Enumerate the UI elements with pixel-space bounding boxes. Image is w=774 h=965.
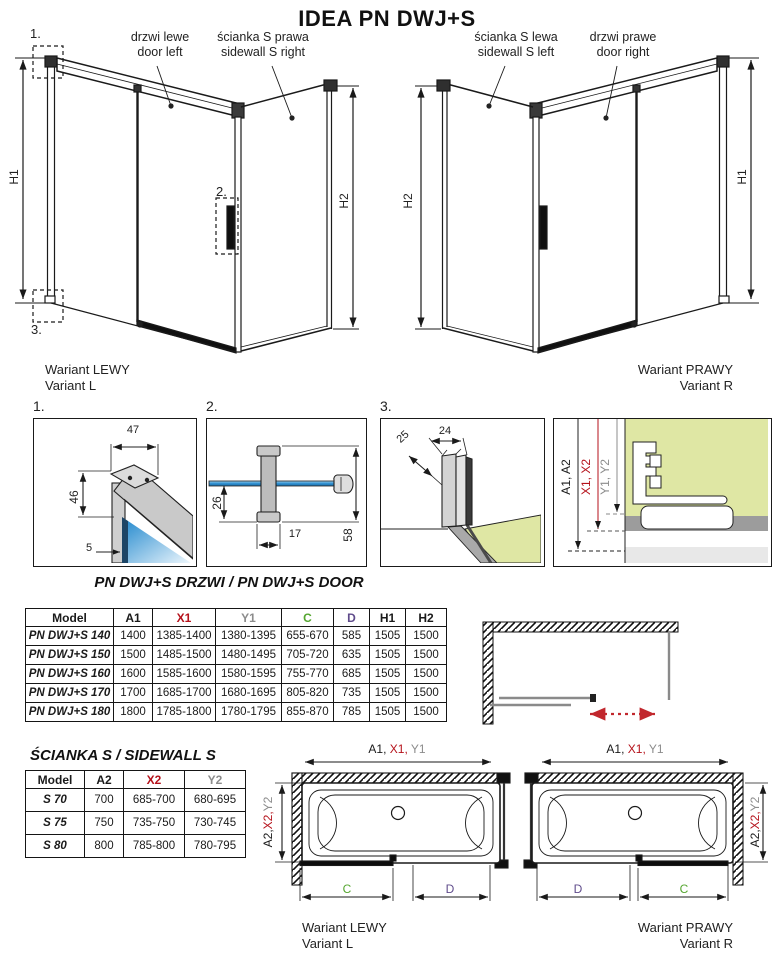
tub-right-side-dim: A2,X2,Y2 (748, 796, 762, 848)
detail1-dim-height: 46 (67, 490, 81, 504)
value-cell: 1505 (370, 684, 406, 703)
tub-right-drawing (512, 758, 774, 908)
detail1-dim-width: 47 (126, 424, 140, 436)
detail2-drawing (207, 419, 363, 563)
value-cell: 800 (85, 835, 124, 858)
value-cell: 1380-1395 (216, 627, 282, 646)
table-row (26, 627, 447, 646)
tub-right-top-dim: A1, X1, Y1 (606, 742, 664, 756)
column-header: H1 (370, 609, 406, 627)
value-cell: 1500 (406, 627, 447, 646)
column-header: A2 (85, 771, 124, 789)
value-cell: 680-695 (185, 789, 246, 812)
column-header: Model (26, 609, 114, 627)
marker-3: 3. (31, 322, 42, 337)
tub-left-dim-c: C (342, 882, 352, 896)
value-cell: 635 (334, 646, 370, 665)
detail1-dim-glass: 5 (85, 542, 93, 554)
detail1-label: 1. (33, 398, 45, 414)
value-cell: 1505 (370, 627, 406, 646)
dim-h1-left: H1 (7, 169, 21, 185)
value-cell: 1500 (406, 684, 447, 703)
marker-1: 1. (30, 26, 41, 41)
value-cell: 1700 (114, 684, 153, 703)
column-header: Y2 (185, 771, 246, 789)
callout-door-right: drzwi prawe door right (589, 30, 657, 59)
dim-h1-right: H1 (735, 169, 749, 185)
column-header: Y1 (216, 609, 282, 627)
sidewall-table-title: ŚCIANKA S / SIDEWALL S (30, 747, 216, 764)
value-cell: 585 (334, 627, 370, 646)
detail4-axis-y: Y1, Y2 (598, 459, 612, 495)
value-cell: 1580-1595 (216, 665, 282, 684)
column-header: A1 (114, 609, 153, 627)
value-cell: 1680-1695 (216, 684, 282, 703)
detail3-label: 3. (380, 398, 392, 414)
dim-h2-left: H2 (337, 193, 351, 209)
value-cell: 735-750 (124, 812, 185, 835)
topview-schematic (480, 615, 685, 727)
tub-left-side-dim: A2,X2,Y2 (261, 796, 275, 848)
model-cell: PN DWJ+S 140 (26, 627, 114, 646)
caption-variant-left: Wariant LEWY Variant L (45, 362, 130, 393)
value-cell: 1480-1495 (216, 646, 282, 665)
value-cell: 1500 (406, 665, 447, 684)
door-table-title: PN DWJ+S DRZWI / PN DWJ+S DOOR (94, 574, 364, 591)
model-cell: S 70 (26, 789, 85, 812)
tub-left-top-dim: A1, X1, Y1 (368, 742, 426, 756)
callout-sidewall-left: ścianka S lewa sidewall S left (474, 30, 558, 59)
value-cell: 1505 (370, 703, 406, 722)
marker-2: 2. (216, 184, 227, 199)
detail1-drawing (34, 419, 193, 563)
model-cell: PN DWJ+S 150 (26, 646, 114, 665)
tub-caption-variant-left: Wariant LEWY Variant L (302, 920, 387, 951)
value-cell: 1500 (406, 703, 447, 722)
value-cell: 1785-1800 (153, 703, 216, 722)
value-cell: 1800 (114, 703, 153, 722)
value-cell: 705-720 (282, 646, 334, 665)
value-cell: 1500 (406, 646, 447, 665)
column-header: X1 (153, 609, 216, 627)
column-header: Model (26, 771, 85, 789)
column-header: H2 (406, 609, 447, 627)
model-cell: S 80 (26, 835, 85, 858)
value-cell: 755-770 (282, 665, 334, 684)
value-cell: 730-745 (185, 812, 246, 835)
column-header: D (334, 609, 370, 627)
value-cell: 1780-1795 (216, 703, 282, 722)
value-cell: 1485-1500 (153, 646, 216, 665)
variant-drawings (0, 40, 774, 402)
detail2-dim-length: 58 (341, 528, 355, 542)
value-cell: 1585-1600 (153, 665, 216, 684)
detail3-dim-depth: 25 (394, 428, 412, 446)
page-title: IDEA PN DWJ+S (298, 6, 476, 31)
table-row (26, 646, 447, 665)
value-cell: 1505 (370, 646, 406, 665)
sidewall-spec-table (25, 770, 246, 858)
value-cell: 805-820 (282, 684, 334, 703)
tub-caption-variant-right: Wariant PRAWY Variant R (637, 920, 733, 951)
table-row (26, 703, 447, 722)
callout-door-left: drzwi lewe door left (130, 30, 190, 59)
value-cell: 780-795 (185, 835, 246, 858)
value-cell: 855-870 (282, 703, 334, 722)
model-cell: PN DWJ+S 170 (26, 684, 114, 703)
table-row (26, 835, 246, 858)
detail2-label: 2. (206, 398, 218, 414)
tub-left-dim-d: D (445, 882, 455, 896)
value-cell: 685-700 (124, 789, 185, 812)
model-cell: PN DWJ+S 180 (26, 703, 114, 722)
column-header: X2 (124, 771, 185, 789)
model-cell: PN DWJ+S 160 (26, 665, 114, 684)
tub-right-dim-d: D (573, 882, 583, 896)
value-cell: 1685-1700 (153, 684, 216, 703)
value-cell: 655-670 (282, 627, 334, 646)
detail1-box (33, 418, 197, 567)
value-cell: 1500 (114, 646, 153, 665)
value-cell: 1400 (114, 627, 153, 646)
table-row (26, 684, 447, 703)
table-row (26, 665, 447, 684)
value-cell: 1505 (370, 665, 406, 684)
value-cell: 785-800 (124, 835, 185, 858)
table-row (26, 812, 246, 835)
table-row (26, 789, 246, 812)
value-cell: 1385-1400 (153, 627, 216, 646)
detail2-dim-offset: 26 (210, 496, 224, 510)
value-cell: 750 (85, 812, 124, 835)
caption-variant-right: Wariant PRAWY Variant R (637, 362, 733, 393)
tub-left-drawing (258, 758, 520, 908)
detail3-dim-width: 24 (438, 425, 452, 437)
model-cell: S 75 (26, 812, 85, 835)
value-cell: 1600 (114, 665, 153, 684)
value-cell: 685 (334, 665, 370, 684)
callout-sidewall-right: ścianka S prawa sidewall S right (217, 30, 309, 59)
column-header: C (282, 609, 334, 627)
value-cell: 785 (334, 703, 370, 722)
door-spec-table (25, 608, 447, 722)
detail2-dim-base: 17 (288, 528, 302, 540)
value-cell: 700 (85, 789, 124, 812)
dim-h2-right: H2 (401, 193, 415, 209)
tub-right-dim-c: C (679, 882, 689, 896)
detail4-axis-a: A1, A2 (559, 459, 573, 495)
value-cell: 735 (334, 684, 370, 703)
detail4-axis-x: X1, X2 (579, 458, 593, 496)
